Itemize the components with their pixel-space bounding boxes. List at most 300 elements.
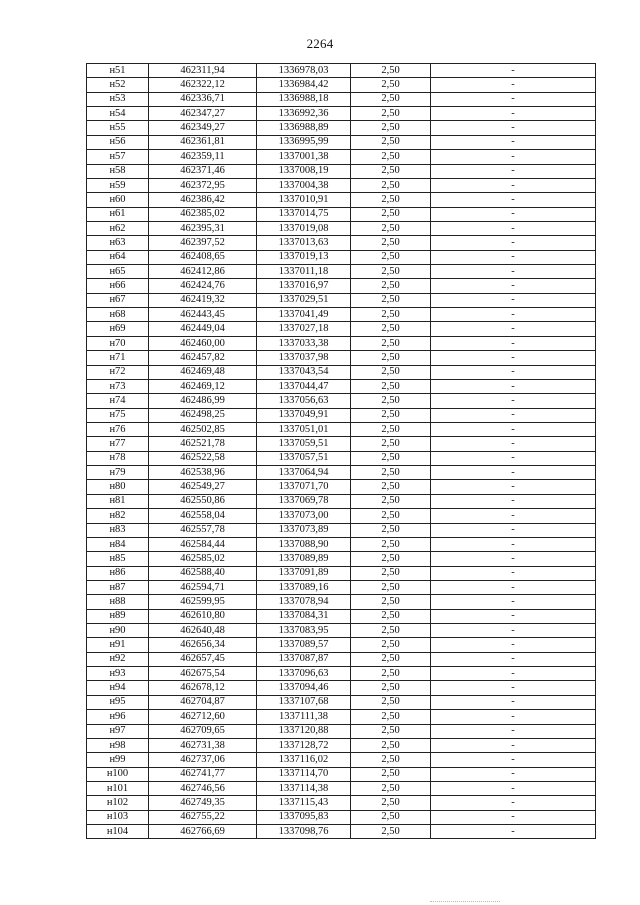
point-name-cell: н82 bbox=[87, 509, 149, 523]
description-cell: - bbox=[431, 638, 596, 652]
table-row bbox=[87, 480, 596, 494]
table-row bbox=[87, 724, 596, 738]
y-coordinate-cell: 1337033,38 bbox=[257, 336, 351, 350]
accuracy-cell: 2,50 bbox=[351, 767, 431, 781]
y-coordinate-cell: 1336995,99 bbox=[257, 135, 351, 149]
point-name-cell: н71 bbox=[87, 351, 149, 365]
point-name-cell: н60 bbox=[87, 193, 149, 207]
accuracy-cell: 2,50 bbox=[351, 825, 431, 839]
y-coordinate-cell: 1337073,89 bbox=[257, 523, 351, 537]
y-coordinate-cell: 1337049,91 bbox=[257, 408, 351, 422]
y-coordinate-cell: 1337013,63 bbox=[257, 236, 351, 250]
description-cell: - bbox=[431, 178, 596, 192]
point-name-cell: н103 bbox=[87, 810, 149, 824]
y-coordinate-cell: 1336978,03 bbox=[257, 64, 351, 78]
point-name-cell: н89 bbox=[87, 609, 149, 623]
table-row bbox=[87, 810, 596, 824]
point-name-cell: н78 bbox=[87, 451, 149, 465]
description-cell: - bbox=[431, 753, 596, 767]
description-cell: - bbox=[431, 422, 596, 436]
x-coordinate-cell: 462731,38 bbox=[149, 738, 257, 752]
table-row bbox=[87, 279, 596, 293]
y-coordinate-cell: 1337043,54 bbox=[257, 365, 351, 379]
x-coordinate-cell: 462749,35 bbox=[149, 796, 257, 810]
description-cell: - bbox=[431, 135, 596, 149]
x-coordinate-cell: 462704,87 bbox=[149, 695, 257, 709]
x-coordinate-cell: 462408,65 bbox=[149, 250, 257, 264]
x-coordinate-cell: 462755,22 bbox=[149, 810, 257, 824]
accuracy-cell: 2,50 bbox=[351, 422, 431, 436]
point-name-cell: н72 bbox=[87, 365, 149, 379]
table-row bbox=[87, 652, 596, 666]
point-name-cell: н66 bbox=[87, 279, 149, 293]
table-row bbox=[87, 221, 596, 235]
y-coordinate-cell: 1337071,70 bbox=[257, 480, 351, 494]
x-coordinate-cell: 462460,00 bbox=[149, 336, 257, 350]
point-name-cell: н51 bbox=[87, 64, 149, 78]
x-coordinate-cell: 462412,86 bbox=[149, 265, 257, 279]
description-cell: - bbox=[431, 336, 596, 350]
point-name-cell: н53 bbox=[87, 92, 149, 106]
table-row bbox=[87, 494, 596, 508]
x-coordinate-cell: 462347,27 bbox=[149, 107, 257, 121]
description-cell: - bbox=[431, 466, 596, 480]
accuracy-cell: 2,50 bbox=[351, 466, 431, 480]
accuracy-cell: 2,50 bbox=[351, 810, 431, 824]
x-coordinate-cell: 462558,04 bbox=[149, 509, 257, 523]
page-number: 2264 bbox=[306, 36, 334, 51]
point-name-cell: н73 bbox=[87, 379, 149, 393]
y-coordinate-cell: 1337041,49 bbox=[257, 308, 351, 322]
description-cell: - bbox=[431, 265, 596, 279]
y-coordinate-cell: 1337044,47 bbox=[257, 379, 351, 393]
accuracy-cell: 2,50 bbox=[351, 523, 431, 537]
y-coordinate-cell: 1337069,78 bbox=[257, 494, 351, 508]
x-coordinate-cell: 462538,96 bbox=[149, 466, 257, 480]
point-name-cell: н76 bbox=[87, 422, 149, 436]
y-coordinate-cell: 1337089,89 bbox=[257, 552, 351, 566]
coordinates-table bbox=[86, 63, 596, 839]
accuracy-cell: 2,50 bbox=[351, 322, 431, 336]
point-name-cell: н67 bbox=[87, 293, 149, 307]
accuracy-cell: 2,50 bbox=[351, 667, 431, 681]
point-name-cell: н56 bbox=[87, 135, 149, 149]
description-cell: - bbox=[431, 236, 596, 250]
y-coordinate-cell: 1337084,31 bbox=[257, 609, 351, 623]
accuracy-cell: 2,50 bbox=[351, 265, 431, 279]
x-coordinate-cell: 462502,85 bbox=[149, 422, 257, 436]
description-cell: - bbox=[431, 609, 596, 623]
accuracy-cell: 2,50 bbox=[351, 64, 431, 78]
point-name-cell: н100 bbox=[87, 767, 149, 781]
accuracy-cell: 2,50 bbox=[351, 509, 431, 523]
scan-artifact bbox=[430, 901, 500, 903]
table-row bbox=[87, 422, 596, 436]
table-row bbox=[87, 64, 596, 78]
point-name-cell: н86 bbox=[87, 566, 149, 580]
x-coordinate-cell: 462585,02 bbox=[149, 552, 257, 566]
x-coordinate-cell: 462656,34 bbox=[149, 638, 257, 652]
accuracy-cell: 2,50 bbox=[351, 78, 431, 92]
description-cell: - bbox=[431, 738, 596, 752]
point-name-cell: н96 bbox=[87, 710, 149, 724]
x-coordinate-cell: 462322,12 bbox=[149, 78, 257, 92]
accuracy-cell: 2,50 bbox=[351, 724, 431, 738]
description-cell: - bbox=[431, 566, 596, 580]
description-cell: - bbox=[431, 150, 596, 164]
y-coordinate-cell: 1337120,88 bbox=[257, 724, 351, 738]
accuracy-cell: 2,50 bbox=[351, 451, 431, 465]
y-coordinate-cell: 1337019,08 bbox=[257, 221, 351, 235]
description-cell: - bbox=[431, 667, 596, 681]
x-coordinate-cell: 462311,94 bbox=[149, 64, 257, 78]
x-coordinate-cell: 462709,65 bbox=[149, 724, 257, 738]
y-coordinate-cell: 1337037,98 bbox=[257, 351, 351, 365]
table-row bbox=[87, 523, 596, 537]
table-row bbox=[87, 236, 596, 250]
table-row bbox=[87, 595, 596, 609]
description-cell: - bbox=[431, 537, 596, 551]
y-coordinate-cell: 1337089,16 bbox=[257, 580, 351, 594]
x-coordinate-cell: 462746,56 bbox=[149, 781, 257, 795]
point-name-cell: н91 bbox=[87, 638, 149, 652]
description-cell: - bbox=[431, 695, 596, 709]
table-row bbox=[87, 451, 596, 465]
point-name-cell: н99 bbox=[87, 753, 149, 767]
accuracy-cell: 2,50 bbox=[351, 781, 431, 795]
point-name-cell: н90 bbox=[87, 624, 149, 638]
y-coordinate-cell: 1337128,72 bbox=[257, 738, 351, 752]
point-name-cell: н98 bbox=[87, 738, 149, 752]
description-cell: - bbox=[431, 724, 596, 738]
description-cell: - bbox=[431, 408, 596, 422]
table-row bbox=[87, 537, 596, 551]
description-cell: - bbox=[431, 78, 596, 92]
accuracy-cell: 2,50 bbox=[351, 92, 431, 106]
accuracy-cell: 2,50 bbox=[351, 566, 431, 580]
x-coordinate-cell: 462443,45 bbox=[149, 308, 257, 322]
y-coordinate-cell: 1337095,83 bbox=[257, 810, 351, 824]
y-coordinate-cell: 1336988,89 bbox=[257, 121, 351, 135]
point-name-cell: н57 bbox=[87, 150, 149, 164]
accuracy-cell: 2,50 bbox=[351, 552, 431, 566]
table-row bbox=[87, 164, 596, 178]
description-cell: - bbox=[431, 810, 596, 824]
y-coordinate-cell: 1337004,38 bbox=[257, 178, 351, 192]
x-coordinate-cell: 462737,06 bbox=[149, 753, 257, 767]
accuracy-cell: 2,50 bbox=[351, 796, 431, 810]
y-coordinate-cell: 1337116,02 bbox=[257, 753, 351, 767]
accuracy-cell: 2,50 bbox=[351, 408, 431, 422]
y-coordinate-cell: 1337073,00 bbox=[257, 509, 351, 523]
point-name-cell: н70 bbox=[87, 336, 149, 350]
y-coordinate-cell: 1337059,51 bbox=[257, 437, 351, 451]
y-coordinate-cell: 1337094,46 bbox=[257, 681, 351, 695]
y-coordinate-cell: 1337111,38 bbox=[257, 710, 351, 724]
x-coordinate-cell: 462678,12 bbox=[149, 681, 257, 695]
x-coordinate-cell: 462424,76 bbox=[149, 279, 257, 293]
description-cell: - bbox=[431, 509, 596, 523]
table-row bbox=[87, 351, 596, 365]
x-coordinate-cell: 462372,95 bbox=[149, 178, 257, 192]
point-name-cell: н79 bbox=[87, 466, 149, 480]
accuracy-cell: 2,50 bbox=[351, 681, 431, 695]
description-cell: - bbox=[431, 64, 596, 78]
table-row bbox=[87, 624, 596, 638]
accuracy-cell: 2,50 bbox=[351, 150, 431, 164]
y-coordinate-cell: 1337114,70 bbox=[257, 767, 351, 781]
point-name-cell: н61 bbox=[87, 207, 149, 221]
table-row bbox=[87, 738, 596, 752]
x-coordinate-cell: 462457,82 bbox=[149, 351, 257, 365]
description-cell: - bbox=[431, 451, 596, 465]
x-coordinate-cell: 462640,48 bbox=[149, 624, 257, 638]
description-cell: - bbox=[431, 279, 596, 293]
y-coordinate-cell: 1337096,63 bbox=[257, 667, 351, 681]
y-coordinate-cell: 1337083,95 bbox=[257, 624, 351, 638]
description-cell: - bbox=[431, 552, 596, 566]
y-coordinate-cell: 1337064,94 bbox=[257, 466, 351, 480]
accuracy-cell: 2,50 bbox=[351, 437, 431, 451]
table-row bbox=[87, 178, 596, 192]
point-name-cell: н59 bbox=[87, 178, 149, 192]
accuracy-cell: 2,50 bbox=[351, 595, 431, 609]
description-cell: - bbox=[431, 652, 596, 666]
x-coordinate-cell: 462557,78 bbox=[149, 523, 257, 537]
accuracy-cell: 2,50 bbox=[351, 207, 431, 221]
accuracy-cell: 2,50 bbox=[351, 738, 431, 752]
point-name-cell: н64 bbox=[87, 250, 149, 264]
y-coordinate-cell: 1337010,91 bbox=[257, 193, 351, 207]
x-coordinate-cell: 462359,11 bbox=[149, 150, 257, 164]
point-name-cell: н93 bbox=[87, 667, 149, 681]
x-coordinate-cell: 462486,99 bbox=[149, 394, 257, 408]
table-row bbox=[87, 667, 596, 681]
x-coordinate-cell: 462449,04 bbox=[149, 322, 257, 336]
x-coordinate-cell: 462361,81 bbox=[149, 135, 257, 149]
point-name-cell: н54 bbox=[87, 107, 149, 121]
accuracy-cell: 2,50 bbox=[351, 221, 431, 235]
description-cell: - bbox=[431, 494, 596, 508]
point-name-cell: н69 bbox=[87, 322, 149, 336]
point-name-cell: н74 bbox=[87, 394, 149, 408]
table-row bbox=[87, 92, 596, 106]
x-coordinate-cell: 462588,40 bbox=[149, 566, 257, 580]
y-coordinate-cell: 1337019,13 bbox=[257, 250, 351, 264]
y-coordinate-cell: 1337057,51 bbox=[257, 451, 351, 465]
table-row bbox=[87, 437, 596, 451]
accuracy-cell: 2,50 bbox=[351, 193, 431, 207]
table-row bbox=[87, 825, 596, 839]
description-cell: - bbox=[431, 624, 596, 638]
y-coordinate-cell: 1337001,38 bbox=[257, 150, 351, 164]
point-name-cell: н62 bbox=[87, 221, 149, 235]
point-name-cell: н83 bbox=[87, 523, 149, 537]
x-coordinate-cell: 462741,77 bbox=[149, 767, 257, 781]
point-name-cell: н94 bbox=[87, 681, 149, 695]
accuracy-cell: 2,50 bbox=[351, 135, 431, 149]
description-cell: - bbox=[431, 523, 596, 537]
point-name-cell: н52 bbox=[87, 78, 149, 92]
y-coordinate-cell: 1337087,87 bbox=[257, 652, 351, 666]
table-row bbox=[87, 566, 596, 580]
table-row bbox=[87, 509, 596, 523]
x-coordinate-cell: 462498,25 bbox=[149, 408, 257, 422]
y-coordinate-cell: 1337027,18 bbox=[257, 322, 351, 336]
table-row bbox=[87, 796, 596, 810]
description-cell: - bbox=[431, 796, 596, 810]
accuracy-cell: 2,50 bbox=[351, 178, 431, 192]
x-coordinate-cell: 462766,69 bbox=[149, 825, 257, 839]
x-coordinate-cell: 462397,52 bbox=[149, 236, 257, 250]
x-coordinate-cell: 462610,80 bbox=[149, 609, 257, 623]
accuracy-cell: 2,50 bbox=[351, 164, 431, 178]
table-row bbox=[87, 695, 596, 709]
x-coordinate-cell: 462712,60 bbox=[149, 710, 257, 724]
table-row bbox=[87, 781, 596, 795]
point-name-cell: н65 bbox=[87, 265, 149, 279]
point-name-cell: н88 bbox=[87, 595, 149, 609]
description-cell: - bbox=[431, 107, 596, 121]
point-name-cell: н87 bbox=[87, 580, 149, 594]
y-coordinate-cell: 1337051,01 bbox=[257, 422, 351, 436]
point-name-cell: н75 bbox=[87, 408, 149, 422]
table-row bbox=[87, 638, 596, 652]
y-coordinate-cell: 1336984,42 bbox=[257, 78, 351, 92]
description-cell: - bbox=[431, 580, 596, 594]
accuracy-cell: 2,50 bbox=[351, 336, 431, 350]
table-row bbox=[87, 753, 596, 767]
x-coordinate-cell: 462419,32 bbox=[149, 293, 257, 307]
x-coordinate-cell: 462549,27 bbox=[149, 480, 257, 494]
y-coordinate-cell: 1337008,19 bbox=[257, 164, 351, 178]
accuracy-cell: 2,50 bbox=[351, 308, 431, 322]
description-cell: - bbox=[431, 322, 596, 336]
point-name-cell: н63 bbox=[87, 236, 149, 250]
table-row bbox=[87, 767, 596, 781]
table-row bbox=[87, 365, 596, 379]
y-coordinate-cell: 1336988,18 bbox=[257, 92, 351, 106]
table-row bbox=[87, 336, 596, 350]
point-name-cell: н102 bbox=[87, 796, 149, 810]
accuracy-cell: 2,50 bbox=[351, 351, 431, 365]
table-row bbox=[87, 322, 596, 336]
y-coordinate-cell: 1336992,36 bbox=[257, 107, 351, 121]
point-name-cell: н84 bbox=[87, 537, 149, 551]
y-coordinate-cell: 1337011,18 bbox=[257, 265, 351, 279]
y-coordinate-cell: 1337056,63 bbox=[257, 394, 351, 408]
accuracy-cell: 2,50 bbox=[351, 250, 431, 264]
description-cell: - bbox=[431, 250, 596, 264]
description-cell: - bbox=[431, 365, 596, 379]
x-coordinate-cell: 462469,12 bbox=[149, 379, 257, 393]
point-name-cell: н80 bbox=[87, 480, 149, 494]
table-row bbox=[87, 308, 596, 322]
coordinates-table-body bbox=[87, 64, 596, 839]
y-coordinate-cell: 1337088,90 bbox=[257, 537, 351, 551]
table-row bbox=[87, 135, 596, 149]
description-cell: - bbox=[431, 221, 596, 235]
description-cell: - bbox=[431, 121, 596, 135]
description-cell: - bbox=[431, 781, 596, 795]
point-name-cell: н85 bbox=[87, 552, 149, 566]
accuracy-cell: 2,50 bbox=[351, 279, 431, 293]
accuracy-cell: 2,50 bbox=[351, 394, 431, 408]
x-coordinate-cell: 462469,48 bbox=[149, 365, 257, 379]
table-row bbox=[87, 552, 596, 566]
table-row bbox=[87, 394, 596, 408]
description-cell: - bbox=[431, 193, 596, 207]
description-cell: - bbox=[431, 595, 596, 609]
x-coordinate-cell: 462594,71 bbox=[149, 580, 257, 594]
x-coordinate-cell: 462349,27 bbox=[149, 121, 257, 135]
x-coordinate-cell: 462521,78 bbox=[149, 437, 257, 451]
description-cell: - bbox=[431, 437, 596, 451]
accuracy-cell: 2,50 bbox=[351, 494, 431, 508]
table-row bbox=[87, 78, 596, 92]
x-coordinate-cell: 462395,31 bbox=[149, 221, 257, 235]
accuracy-cell: 2,50 bbox=[351, 107, 431, 121]
table-row bbox=[87, 408, 596, 422]
y-coordinate-cell: 1337107,68 bbox=[257, 695, 351, 709]
x-coordinate-cell: 462371,46 bbox=[149, 164, 257, 178]
point-name-cell: н101 bbox=[87, 781, 149, 795]
description-cell: - bbox=[431, 164, 596, 178]
accuracy-cell: 2,50 bbox=[351, 638, 431, 652]
table-row bbox=[87, 121, 596, 135]
description-cell: - bbox=[431, 394, 596, 408]
point-name-cell: н77 bbox=[87, 437, 149, 451]
description-cell: - bbox=[431, 480, 596, 494]
point-name-cell: н55 bbox=[87, 121, 149, 135]
y-coordinate-cell: 1337078,94 bbox=[257, 595, 351, 609]
x-coordinate-cell: 462386,42 bbox=[149, 193, 257, 207]
description-cell: - bbox=[431, 92, 596, 106]
y-coordinate-cell: 1337098,76 bbox=[257, 825, 351, 839]
x-coordinate-cell: 462550,86 bbox=[149, 494, 257, 508]
point-name-cell: н95 bbox=[87, 695, 149, 709]
table-row bbox=[87, 150, 596, 164]
x-coordinate-cell: 462522,58 bbox=[149, 451, 257, 465]
y-coordinate-cell: 1337115,43 bbox=[257, 796, 351, 810]
description-cell: - bbox=[431, 351, 596, 365]
y-coordinate-cell: 1337029,51 bbox=[257, 293, 351, 307]
description-cell: - bbox=[431, 767, 596, 781]
table-row bbox=[87, 379, 596, 393]
point-name-cell: н58 bbox=[87, 164, 149, 178]
accuracy-cell: 2,50 bbox=[351, 480, 431, 494]
accuracy-cell: 2,50 bbox=[351, 121, 431, 135]
accuracy-cell: 2,50 bbox=[351, 609, 431, 623]
point-name-cell: н68 bbox=[87, 308, 149, 322]
accuracy-cell: 2,50 bbox=[351, 624, 431, 638]
y-coordinate-cell: 1337114,38 bbox=[257, 781, 351, 795]
y-coordinate-cell: 1337089,57 bbox=[257, 638, 351, 652]
x-coordinate-cell: 462584,44 bbox=[149, 537, 257, 551]
accuracy-cell: 2,50 bbox=[351, 652, 431, 666]
x-coordinate-cell: 462675,54 bbox=[149, 667, 257, 681]
accuracy-cell: 2,50 bbox=[351, 695, 431, 709]
description-cell: - bbox=[431, 379, 596, 393]
y-coordinate-cell: 1337014,75 bbox=[257, 207, 351, 221]
description-cell: - bbox=[431, 207, 596, 221]
accuracy-cell: 2,50 bbox=[351, 753, 431, 767]
table-row bbox=[87, 207, 596, 221]
accuracy-cell: 2,50 bbox=[351, 379, 431, 393]
x-coordinate-cell: 462385,02 bbox=[149, 207, 257, 221]
description-cell: - bbox=[431, 681, 596, 695]
point-name-cell: н92 bbox=[87, 652, 149, 666]
